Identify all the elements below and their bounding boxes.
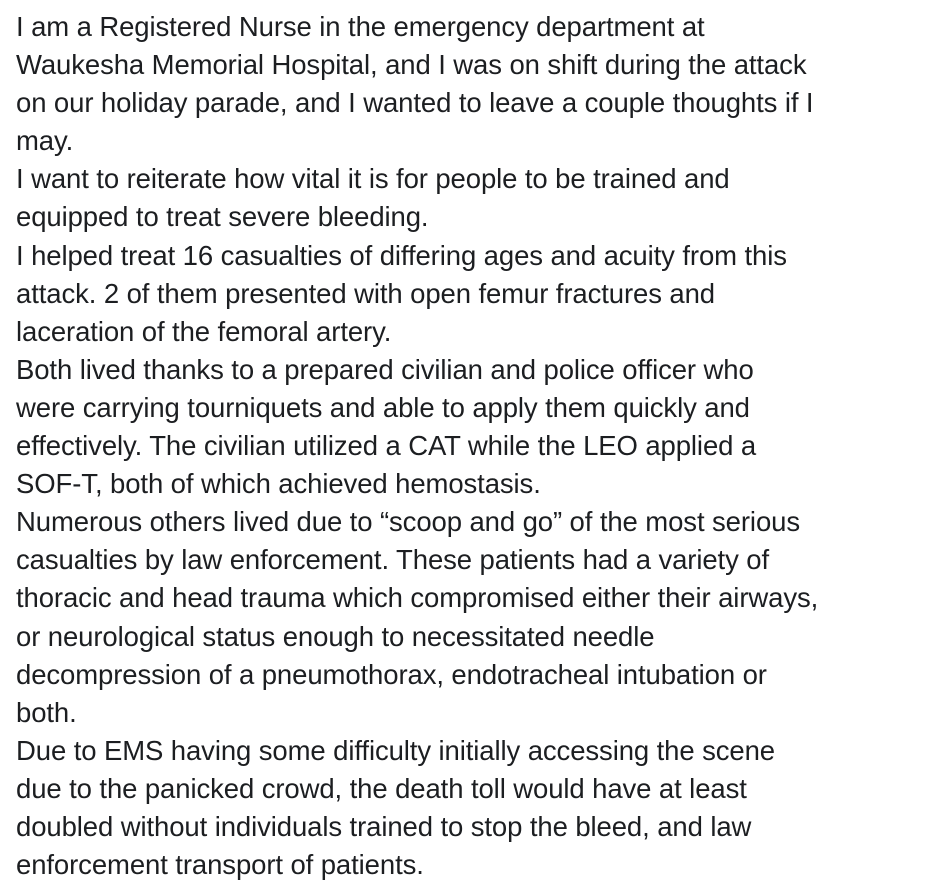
- post-line: Both lived thanks to a prepared civilian and police officer who: [16, 353, 754, 385]
- post-line: I want to reiterate how vital it is for people to be trained and: [16, 163, 730, 195]
- post-line: thoracic and head trauma which compromised either their airways,: [16, 582, 819, 614]
- post-line: due to the panicked crowd, the death toll would have at least: [16, 772, 747, 804]
- post-line: Numerous others lived due to “scoop and go” of the most serious: [16, 506, 800, 538]
- post-line: or neurological status enough to necessitated needle: [16, 620, 655, 652]
- post-line: SOF-T, both of which achieved hemostasis.: [16, 468, 541, 500]
- post-line: doubled without individuals trained to stop the bleed, and law: [16, 810, 752, 842]
- post-line: attack. 2 of them presented with open femur fractures and: [16, 277, 715, 309]
- post-line: on our holiday parade, and I wanted to leave a couple thoughts if I: [16, 87, 814, 119]
- post-line: Waukesha Memorial Hospital, and I was on shift during the attack: [16, 49, 807, 81]
- post-line: may.: [16, 125, 74, 157]
- post-line: Due to EMS having some difficulty initially accessing the scene: [16, 734, 775, 766]
- post-line: were carrying tourniquets and able to apply them quickly and: [16, 391, 750, 423]
- post-line: enforcement transport of patients.: [16, 849, 424, 881]
- post-line: both.: [16, 696, 77, 728]
- post-line: I am a Registered Nurse in the emergency department at: [16, 11, 705, 42]
- post-line: equipped to treat severe bleeding.: [16, 201, 429, 233]
- post-line: laceration of the femoral artery.: [16, 315, 392, 347]
- post-line: effectively. The civilian utilized a CAT while the LEO applied a: [16, 430, 757, 462]
- post-line: I helped treat 16 casualties of differing ages and acuity from this: [16, 239, 787, 271]
- post-line: decompression of a pneumothorax, endotracheal intubation or: [16, 658, 767, 690]
- post-body: [16, 8, 932, 884]
- post-line: casualties by law enforcement. These patients had a variety of: [16, 544, 770, 576]
